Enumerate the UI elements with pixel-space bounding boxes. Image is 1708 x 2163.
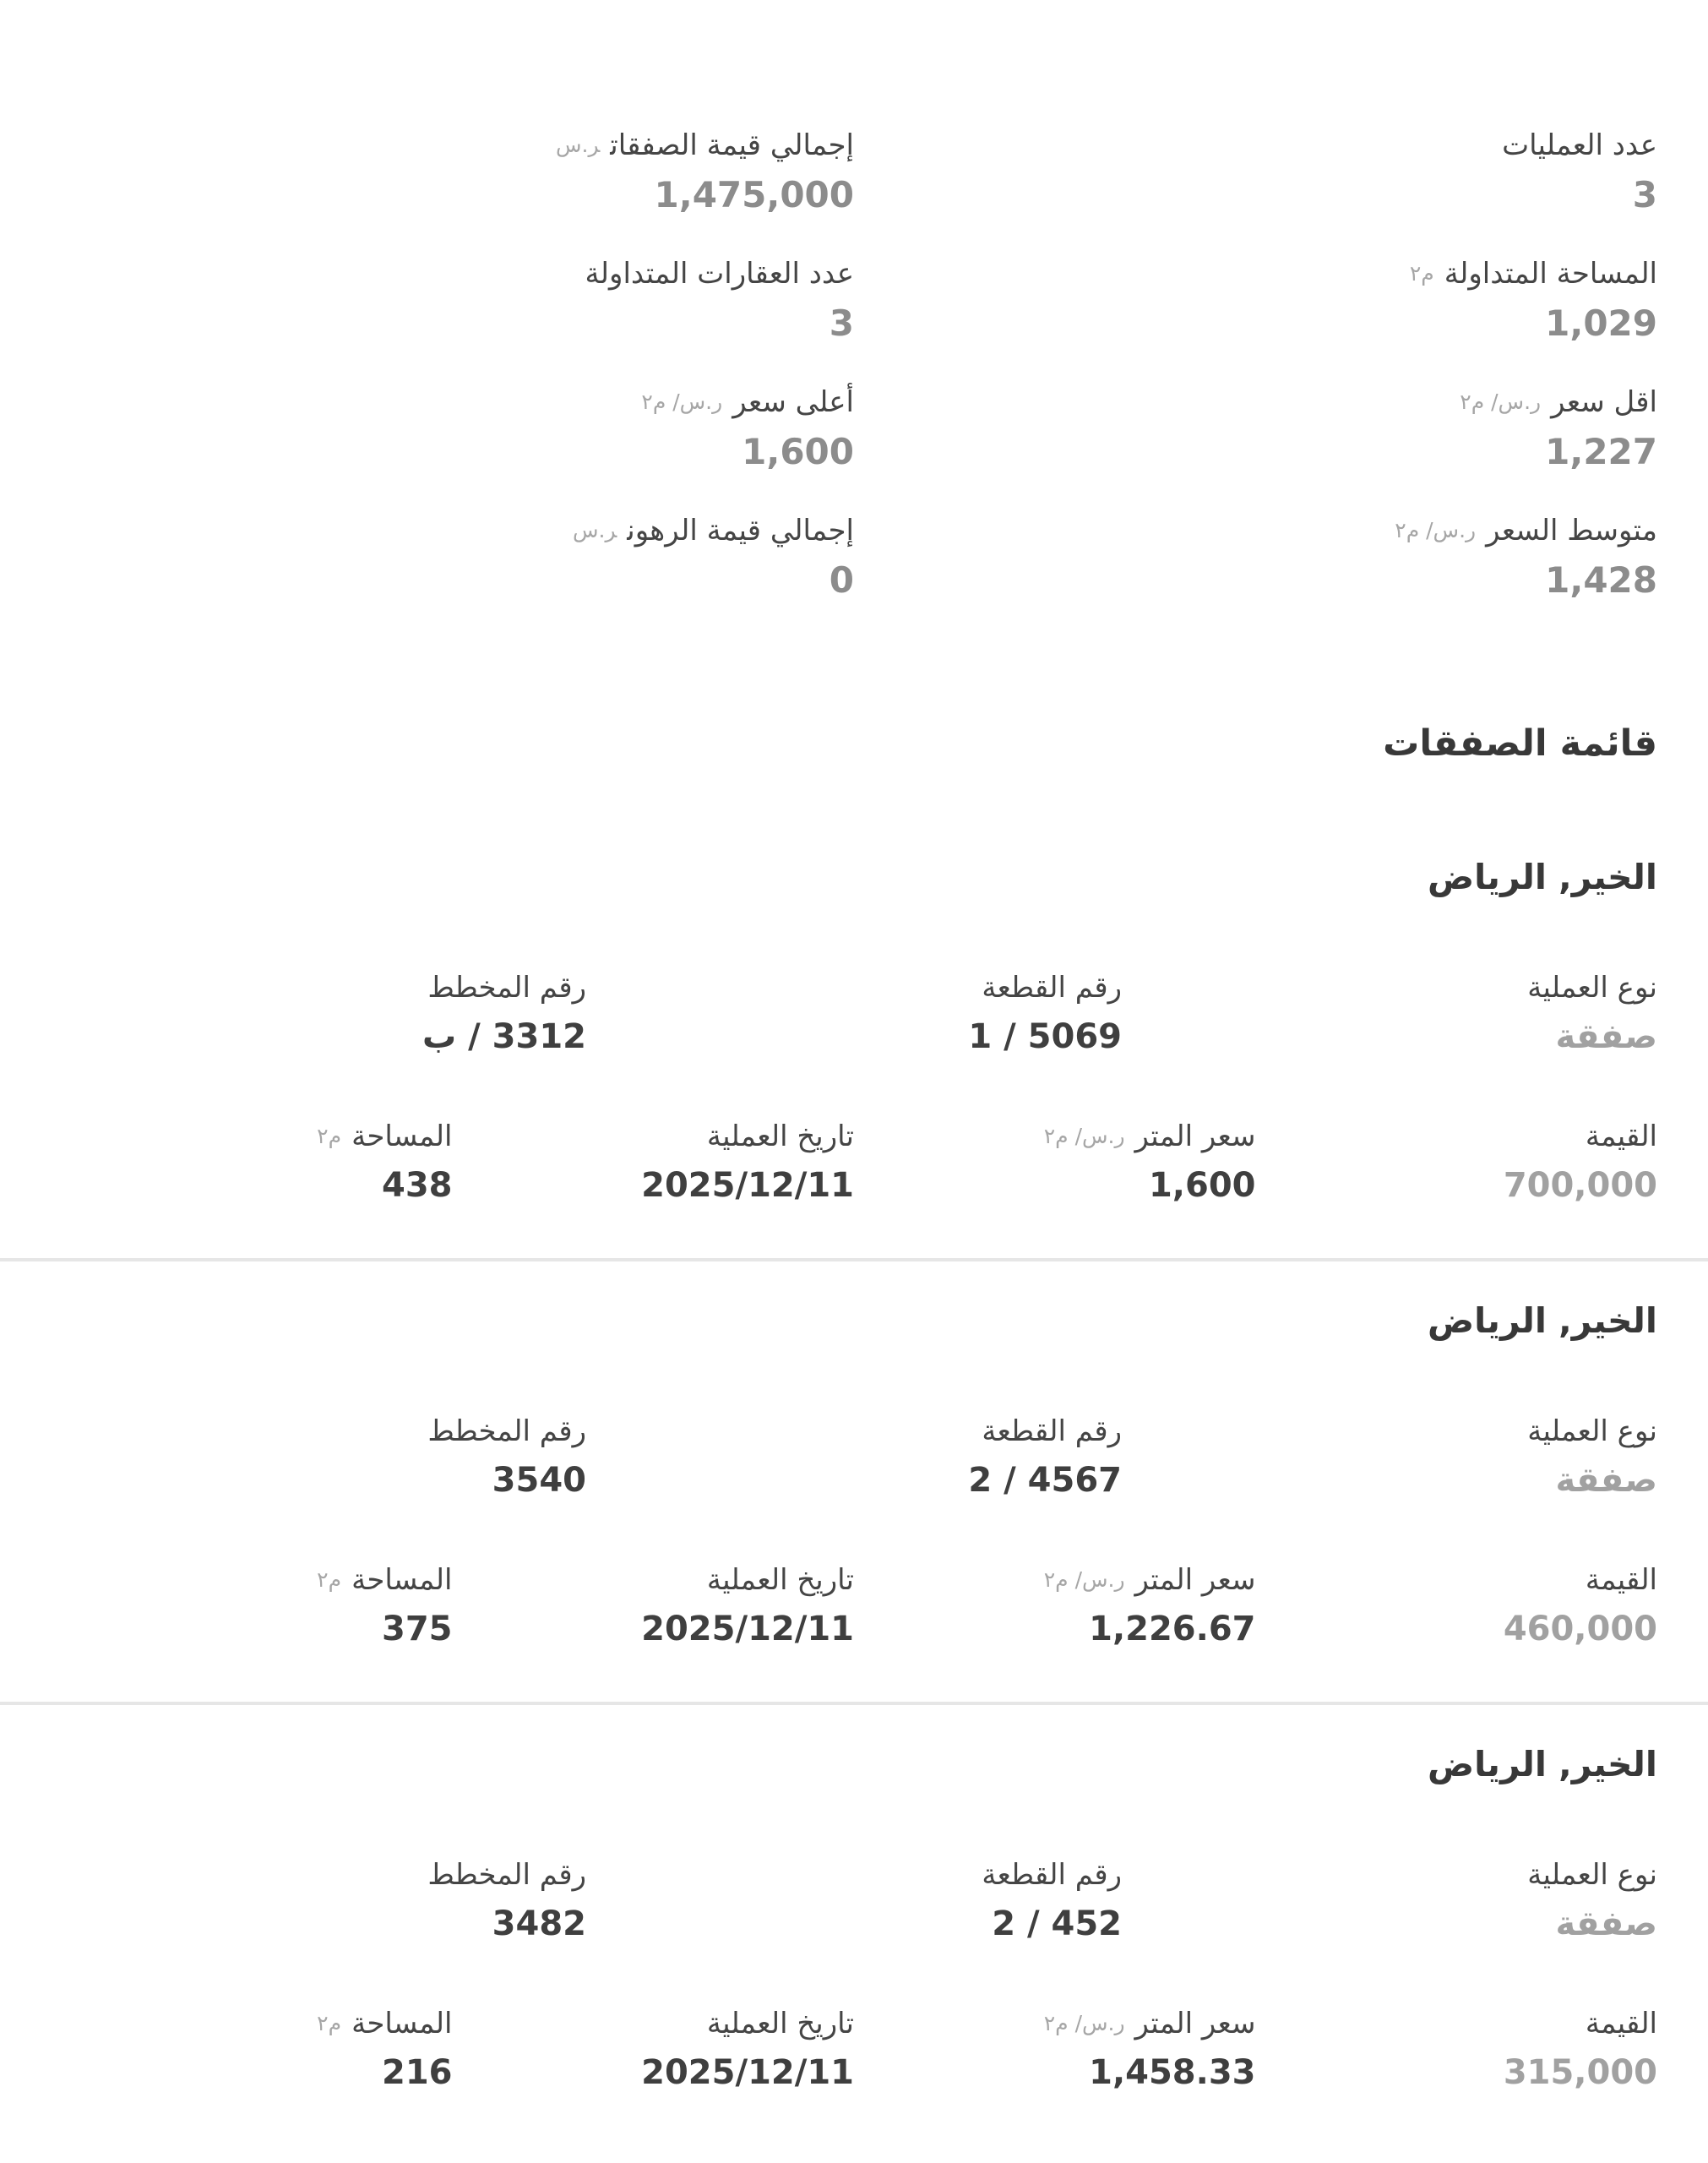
- deal-value-field: [1256, 1116, 1658, 1207]
- stat-unit: ر.س/ م٢: [1460, 390, 1542, 414]
- deal-date-field: [453, 1116, 855, 1207]
- stat-total-mortgages-value: [51, 510, 854, 603]
- deals-list-title: قائمة الصفقات: [1383, 722, 1657, 765]
- summary-stats: [51, 125, 1657, 603]
- meter-price-label: سعر المترر.س/ م٢: [1043, 2007, 1256, 2040]
- meter-price-value: 1,458.33: [1089, 2053, 1256, 2092]
- stat-traded-area: [854, 253, 1657, 346]
- stat-unit: ر.س/ م٢: [641, 390, 723, 414]
- plan-number-field: [51, 1411, 586, 1502]
- deal-value-label: القيمة: [1585, 2007, 1657, 2040]
- plan-number-value: 3312 / ب: [422, 1017, 586, 1056]
- deal-location: الخير, الرياض: [1428, 1744, 1657, 1784]
- deal-type-label: نوع العملية: [1527, 1414, 1657, 1448]
- stat-label: أعلى سعرر.س/ م٢: [641, 385, 854, 419]
- stat-label: إجمالي قيمة الرهونر.س: [573, 514, 854, 548]
- plot-number-field: [586, 967, 1122, 1059]
- deal-card-row-1: [51, 967, 1657, 1059]
- stat-label: اقل سعرر.س/ م٢: [1460, 385, 1657, 419]
- deal-type-value: صفقة: [1555, 1904, 1657, 1943]
- deal-location: الخير, الرياض: [1428, 1300, 1657, 1341]
- area-label: المساحةم٢: [317, 1563, 453, 1597]
- deal-value-field: [1256, 2003, 1658, 2095]
- deal-card-row-1: [51, 1855, 1657, 1946]
- meter-price-field: [854, 1560, 1256, 1651]
- stat-operations-count: [854, 125, 1657, 218]
- stat-unit: م٢: [1409, 261, 1434, 286]
- card-divider: [0, 1702, 1708, 1705]
- area-label: المساحةم٢: [317, 2007, 453, 2040]
- stat-label: عدد العقارات المتداولة: [585, 257, 854, 291]
- plot-number-field: [586, 1855, 1122, 1946]
- meter-price-field: [854, 1116, 1256, 1207]
- meter-price-value: 1,600: [1148, 1166, 1256, 1205]
- area-label: المساحةم٢: [317, 1120, 453, 1153]
- deal-type-field: [1122, 967, 1657, 1059]
- stat-value: 3: [1632, 174, 1657, 215]
- stat-value: 1,428: [1545, 559, 1657, 601]
- area-field: [51, 1116, 453, 1207]
- deal-card-row-2: [51, 2003, 1657, 2095]
- stat-value: 1,600: [742, 431, 854, 472]
- stat-value: 3: [829, 302, 854, 344]
- deal-date-label: تاريخ العملية: [706, 1563, 854, 1597]
- plot-number-value: 4567 / 2: [968, 1461, 1122, 1500]
- stat-label: متوسط السعرر.س/ م٢: [1395, 514, 1657, 548]
- deal-date-label: تاريخ العملية: [706, 1120, 854, 1153]
- plot-number-field: [586, 1411, 1122, 1502]
- deal-value-value: 700,000: [1503, 1166, 1657, 1205]
- deal-card: [51, 853, 1657, 1207]
- deal-type-label: نوع العملية: [1527, 971, 1657, 1005]
- plan-number-label: رقم المخطط: [427, 1414, 586, 1448]
- deal-card: [51, 1741, 1657, 2095]
- area-field: [51, 2003, 453, 2095]
- deal-value-label: القيمة: [1585, 1563, 1657, 1597]
- meter-price-label: سعر المترر.س/ م٢: [1043, 1120, 1256, 1153]
- card-divider: [0, 1258, 1708, 1261]
- plan-number-label: رقم المخطط: [427, 1858, 586, 1892]
- area-value: 375: [382, 1610, 453, 1648]
- deal-value-value: 460,000: [1503, 1610, 1657, 1648]
- meter-price-value: 1,226.67: [1089, 1610, 1256, 1648]
- deal-date-value: 2025/12/11: [641, 2053, 854, 2092]
- deal-type-label: نوع العملية: [1527, 1858, 1657, 1892]
- plot-number-label: رقم القطعة: [982, 1858, 1122, 1892]
- stat-max-price: [51, 382, 854, 475]
- plot-number-value: 5069 / 1: [968, 1017, 1122, 1056]
- stat-traded-properties-count: [51, 253, 854, 346]
- meter-price-field: [854, 2003, 1256, 2095]
- deal-value-label: القيمة: [1585, 1120, 1657, 1153]
- deal-card-row-1: [51, 1411, 1657, 1502]
- area-value: 438: [382, 1166, 453, 1205]
- deal-card-row-2: [51, 1116, 1657, 1207]
- deal-location: الخير, الرياض: [1428, 857, 1657, 897]
- deal-card-row-2: [51, 1560, 1657, 1651]
- stat-value: 1,227: [1545, 431, 1657, 472]
- stat-label: إجمالي قيمة الصفقاتر.س: [556, 128, 854, 162]
- deal-value-field: [1256, 1560, 1658, 1651]
- plot-number-label: رقم القطعة: [982, 1414, 1122, 1448]
- area-field: [51, 1560, 453, 1651]
- deal-date-field: [453, 1560, 855, 1651]
- plot-number-label: رقم القطعة: [982, 971, 1122, 1005]
- plan-number-value: 3540: [492, 1461, 586, 1500]
- stat-label: عدد العمليات: [1502, 128, 1657, 162]
- deal-type-value: صفقة: [1555, 1461, 1657, 1500]
- stat-min-price: [854, 382, 1657, 475]
- deal-card: [51, 1297, 1657, 1651]
- stat-unit: ر.س/ م٢: [1395, 518, 1477, 542]
- stat-total-deals-value: [51, 125, 854, 218]
- plot-number-value: 452 / 2: [992, 1904, 1122, 1943]
- plan-number-field: [51, 967, 586, 1059]
- deal-date-value: 2025/12/11: [641, 1610, 854, 1648]
- plan-number-field: [51, 1855, 586, 1946]
- deal-date-value: 2025/12/11: [641, 1166, 854, 1205]
- stat-label: المساحة المتداولةم٢: [1409, 257, 1657, 291]
- meter-price-label: سعر المترر.س/ م٢: [1043, 1563, 1256, 1597]
- deal-type-field: [1122, 1855, 1657, 1946]
- stat-unit: ر.س: [556, 133, 601, 157]
- area-value: 216: [382, 2053, 453, 2092]
- stat-value: 1,475,000: [654, 174, 854, 215]
- stat-avg-price: [854, 510, 1657, 603]
- plan-number-value: 3482: [492, 1904, 586, 1943]
- deal-type-value: صفقة: [1555, 1017, 1657, 1056]
- deal-date-field: [453, 2003, 855, 2095]
- deal-date-label: تاريخ العملية: [706, 2007, 854, 2040]
- deal-type-field: [1122, 1411, 1657, 1502]
- stat-value: 0: [829, 559, 854, 601]
- plan-number-label: رقم المخطط: [427, 971, 586, 1005]
- stat-value: 1,029: [1545, 302, 1657, 344]
- stat-unit: ر.س: [573, 518, 617, 542]
- deal-value-value: 315,000: [1503, 2053, 1657, 2092]
